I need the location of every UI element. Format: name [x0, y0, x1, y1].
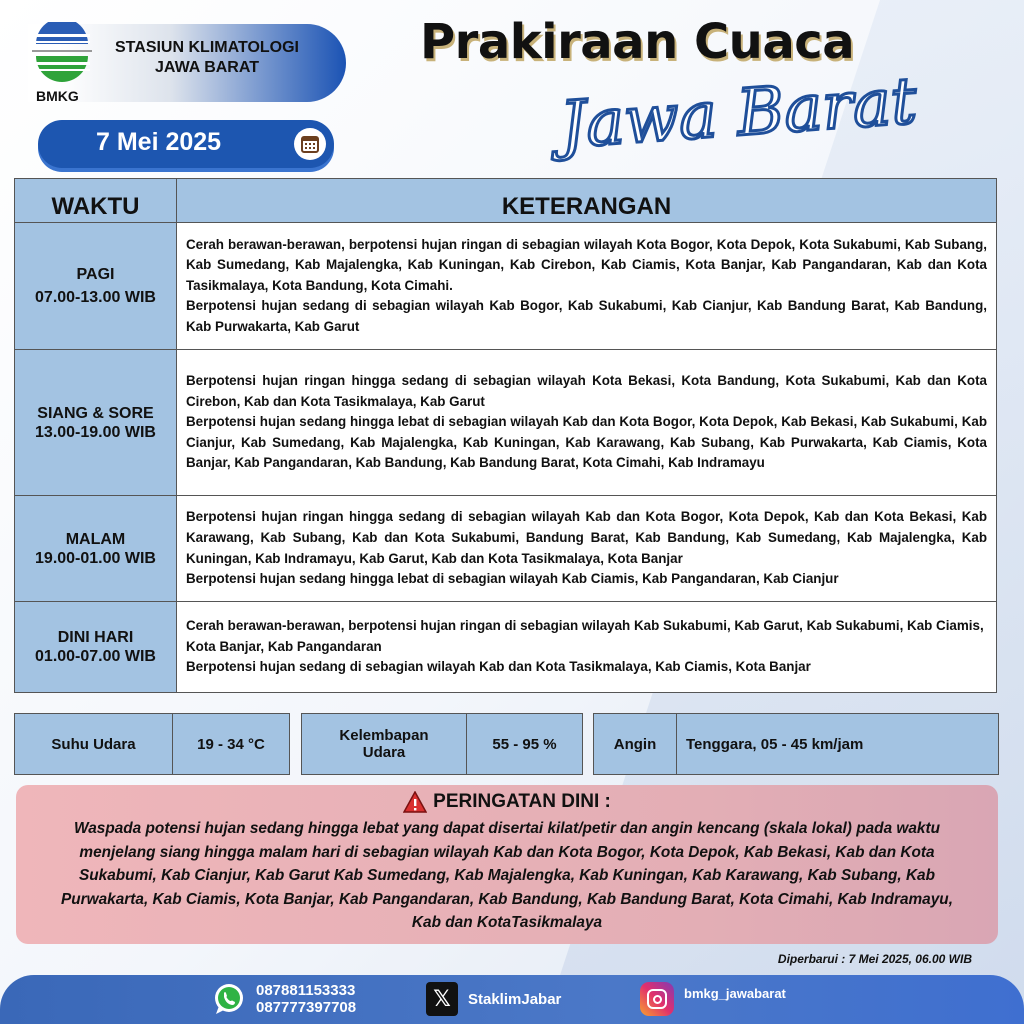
station-line1: STASIUN KLIMATOLOGI [115, 39, 299, 56]
table-row [15, 496, 997, 602]
phone-2: 087777397708 [256, 999, 357, 1016]
period-name: DINI HARI [57, 629, 134, 646]
description-line: Berpotensi hujan ringan hingga sedang di sebagian wilayah Kota Bekasi, Kota Bandung, Kota Sukabumi, Kab dan Kota Cirebon, Kab dan Kota Tasikmalaya, Kab Garut [186, 373, 987, 409]
x-twitter-icon: 𝕏 [426, 982, 458, 1016]
twitter-contact[interactable] [426, 982, 561, 1016]
date-badge [38, 120, 334, 168]
temp-label: Suhu Udara [51, 735, 136, 753]
warning-title: PERINGATAN DINI : [433, 791, 611, 812]
description-cell [177, 223, 997, 350]
period-name: MALAM [65, 530, 126, 548]
period-cell [15, 223, 177, 350]
table-header [15, 179, 997, 223]
logo-text: BMKG [36, 88, 79, 104]
description-line: Cerah berawan-berawan, berpotensi hujan ringan di sebagian wilayah Kota Bogor, Kota Depok, Kota Sukabumi, Kab Subang, Kab Sumedang, Kab Majalengka, Kab Kuningan, Kab Cirebon, Kab Ciamis, Kota Banjar, Kab Pangandaran, Kab dan Kota Tasikmalaya, Kota Bandung, Kota Cimahi. [186, 236, 987, 293]
period-cell [15, 602, 177, 693]
humidity-value: 55 - 95 % [466, 714, 582, 774]
period-name: PAGI [76, 266, 115, 283]
instagram-handle: bmkg_jawabarat [684, 985, 786, 1001]
description-cell [177, 496, 997, 602]
wind-box [593, 713, 999, 775]
instagram-contact[interactable] [640, 982, 786, 1016]
page-title: Prakiraan Cuaca [420, 14, 855, 70]
warning-heading [16, 791, 998, 813]
table-row [15, 350, 997, 496]
humidity-box [301, 713, 583, 775]
phone-1: 087881153333 [256, 982, 356, 999]
period-hours: 07.00-13.00 WIB [35, 289, 156, 306]
updated-timestamp: Diperbarui : 7 Mei 2025, 06.00 WIB [777, 952, 972, 966]
twitter-handle: StaklimJabar [468, 990, 562, 1008]
warning-text: Waspada potensi hujan sedang hingga lebat yang dapat disertai kilat/petir dan angin kencang (skala lokal) pada waktu menjelang siang hingga malam hari di sebagian wilayah Kab dan Kota Bogor, Kota Depok, Kab Bekasi, Kab dan Kota Sukabumi, Kab Cianjur, Kab Garut Kab Sumedang, Kab Majalengka, Kab Kuningan, Kab Karawang, Kab Subang, Kab Purwakarta, Kab Ciamis, Kota Banjar, Kab Pangandaran, Kab Bandung, Kab Bandung Barat, Kota Cimahi, Kab Indramayu, Kab dan KotaTasikmalaya [61, 820, 953, 931]
period-cell [15, 350, 177, 496]
description-line: Cerah berawan-berawan, berpotensi hujan ringan di sebagian wilayah Kab Sukabumi, Kab Garut, Kab Sukabumi, Kab Ciamis, Kota Banjar, Kab Pangandaran [186, 618, 984, 654]
page-subtitle: Jawa Barat [557, 64, 919, 164]
table-row [15, 602, 997, 693]
period-hours: 13.00-19.00 WIB [35, 423, 156, 441]
early-warning-box [16, 785, 998, 944]
wind-label: Angin [613, 735, 657, 753]
wind-value: Tenggara, 05 - 45 km/jam [676, 714, 998, 774]
calendar-icon [294, 128, 326, 160]
description-line: Berpotensi hujan ringan hingga sedang di sebagian wilayah Kab dan Kota Bogor, Kota Depok, Kab dan Kota Bekasi, Kab Karawang, Kab Subang, Kab dan Kota Sukabumi, Bandung Barat, Kab Bandung, Kab Sumedang, Kab Majalengka, Kab Kuningan, Kab Indramayu, Kab Garut, Kab dan Kota Tasikmalaya, Kota Banjar [186, 509, 987, 566]
station-name [96, 38, 318, 78]
col-keterangan: KETERANGAN [177, 179, 997, 223]
warning-icon [403, 791, 427, 813]
period-name: SIANG & SORE [37, 404, 154, 422]
station-line2: JAWA BARAT [155, 59, 259, 76]
table-row [15, 223, 997, 350]
description-line: Berpotensi hujan sedang di sebagian wilayah Kab Bogor, Kab Sukabumi, Kab Cianjur, Kab Bandung Barat, Kab Bandung, Kab Purwakarta, Kab Garut [186, 298, 987, 334]
period-hours: 19.00-01.00 WIB [35, 549, 156, 567]
temperature-box [14, 713, 290, 775]
whatsapp-contact[interactable] [212, 982, 356, 1016]
col-waktu: WAKTU [15, 179, 177, 223]
period-cell [15, 496, 177, 602]
description-cell [177, 350, 997, 496]
date-text: 7 Mei 2025 [96, 128, 222, 156]
description-line: Berpotensi hujan sedang di sebagian wilayah Kab dan Kota Tasikmalaya, Kab Ciamis, Kota Banjar [186, 659, 811, 675]
description-line: Berpotensi hujan sedang hingga lebat di sebagian wilayah Kab dan Kota Bogor, Kota Depok, Kab Bekasi, Kab Sukabumi, Kab Cianjur, Kab Sumedang, Kab Majalengka, Kab Kuningan, Kab Karawang, Kab Subang, Kab Purwakarta, Kab Ciamis, Kota Banjar, Kab Pangandaran, Kab Bandung, Kab Bandung Barat, Kota Cimahi, Kab Indramayu [186, 414, 987, 471]
period-hours: 01.00-07.00 WIB [35, 648, 156, 665]
whatsapp-icon [212, 982, 246, 1016]
temp-value: 19 - 34 °C [172, 714, 289, 774]
bmkg-logo-icon [30, 22, 94, 82]
description-cell [177, 602, 997, 693]
description-line: Berpotensi hujan sedang hingga lebat di sebagian wilayah Kab Ciamis, Kab Pangandaran, Kab Cianjur [186, 571, 839, 587]
humidity-label: Kelembapan Udara [339, 727, 429, 761]
instagram-icon [640, 982, 674, 1016]
forecast-table [14, 178, 997, 693]
